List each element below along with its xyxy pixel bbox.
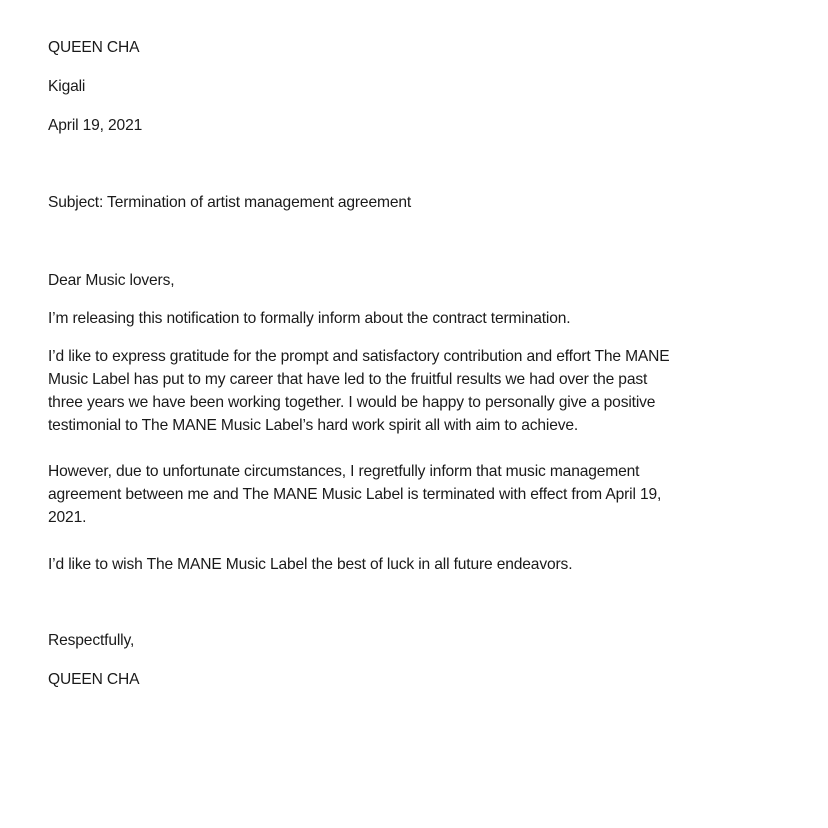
paragraph-line: agreement between me and The MANE Music Label is terminated with effect from April 19, — [48, 486, 662, 503]
paragraph-line: 2021. — [48, 509, 87, 526]
paragraph-line: However, due to unfortunate circumstances, I regretfully inform that music management — [48, 463, 640, 480]
signature: QUEEN CHA — [48, 671, 140, 688]
closing: Respectfully, — [48, 632, 135, 649]
paragraph-line: I’d like to express gratitude for the prompt and satisfactory contribution and effort The MANE — [48, 348, 670, 365]
paragraph-gratitude — [48, 345, 808, 437]
paragraph-line: I’m releasing this notification to formally inform about the contract termination. — [48, 310, 571, 327]
paragraph-line: Music Label has put to my career that have led to the fruitful results we had over the past — [48, 371, 648, 388]
salutation: Dear Music lovers, — [48, 272, 175, 289]
letter-date: April 19, 2021 — [48, 117, 143, 134]
sender-name: QUEEN CHA — [48, 39, 140, 56]
paragraph-line: three years we have been working together. I would be happy to personally give a positive — [48, 394, 656, 411]
paragraph-line: testimonial to The MANE Music Label’s hard work spirit all with aim to achieve. — [48, 417, 579, 434]
paragraph-wishes — [48, 553, 808, 576]
paragraph-termination — [48, 460, 808, 529]
paragraph-line: I’d like to wish The MANE Music Label the best of luck in all future endeavors. — [48, 556, 573, 573]
paragraph-intro — [48, 307, 808, 330]
letter-subject: Subject: Termination of artist management agreement — [48, 194, 412, 211]
sender-city: Kigali — [48, 78, 86, 95]
